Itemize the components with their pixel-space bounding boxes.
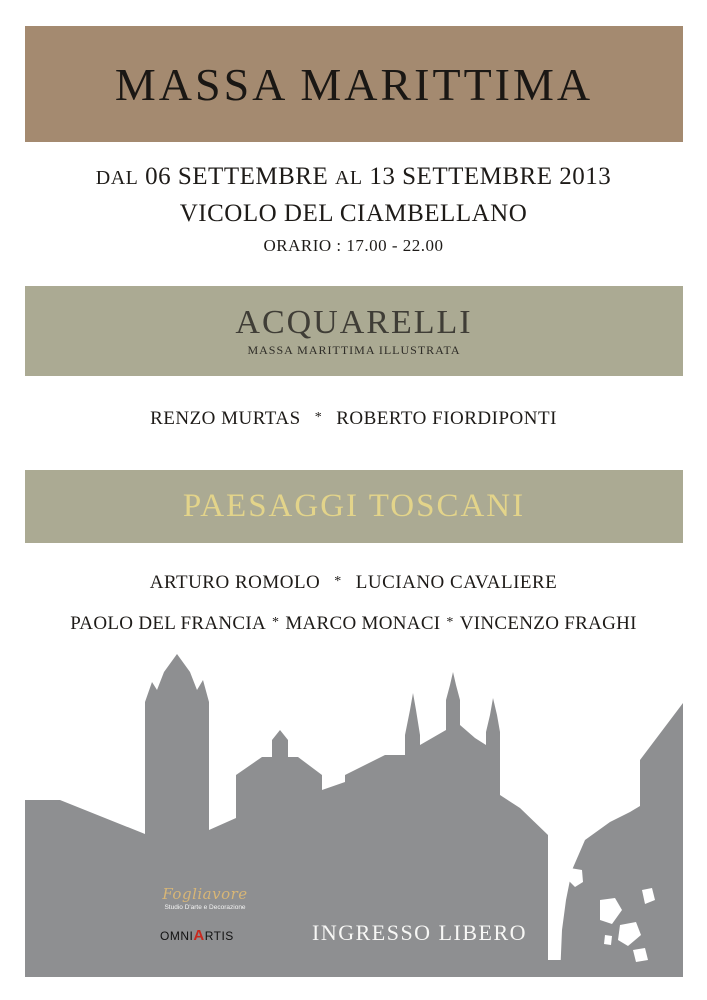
end-date: 13 SETTEMBRE 2013 [369,163,612,190]
artist-name: RENZO MURTAS [150,408,301,429]
artist-name: LUCIANO CAVALIERE [355,572,558,593]
omniartis-logo-prefix: OMNI [160,929,194,943]
artist-name: PAOLO DEL FRANCIA [70,613,267,634]
fogliavore-logo-tagline: Studio D'arte e Decorazione [164,904,246,911]
artist-name: ROBERTO FIORDIPONTI [336,408,557,429]
section-acquarelli-banner [25,286,683,376]
artist-name: ARTURO ROMOLO [149,572,321,593]
section-paesaggi-banner [25,470,683,543]
fogliavore-logo-name: Fogliavore [162,885,248,903]
paesaggi-artists-row-2 [0,613,707,635]
section-acquarelli-subtitle: MASSA MARITTIMA ILLUSTRATA [247,342,461,357]
separator-asterisk: * [314,410,323,425]
dates-from-label: DAL [95,167,139,189]
separator-asterisk: * [446,615,454,630]
town-skyline-illustration [0,640,707,1000]
separator-asterisk: * [334,574,342,589]
event-hours: ORARIO : 17.00 - 22.00 [263,236,444,255]
dates-to-label: AL [334,167,363,189]
separator-asterisk: * [272,615,280,630]
section-acquarelli-title: ACQUARELLI [235,303,473,341]
event-venue: VICOLO DEL CIAMBELLANO [179,200,528,227]
event-dates [0,163,707,191]
artist-name: MARCO MONACI [285,613,441,634]
free-entry-label: INGRESSO LIBERO [312,920,528,945]
acquarelli-artists [0,408,707,430]
start-date: 06 SETTEMBRE [145,163,329,190]
section-paesaggi-title: PAESAGGI TOSCANI [182,488,526,524]
omniartis-logo [160,927,234,944]
artist-name: VINCENZO FRAGHI [459,613,637,634]
omniartis-logo-accent: A [193,927,205,944]
fogliavore-logo [155,885,255,911]
paesaggi-artists-row-1 [0,572,707,594]
title-banner [25,26,683,142]
omniartis-logo-suffix: RTIS [204,929,234,943]
page-title: MASSA MARITTIMA [114,58,594,110]
